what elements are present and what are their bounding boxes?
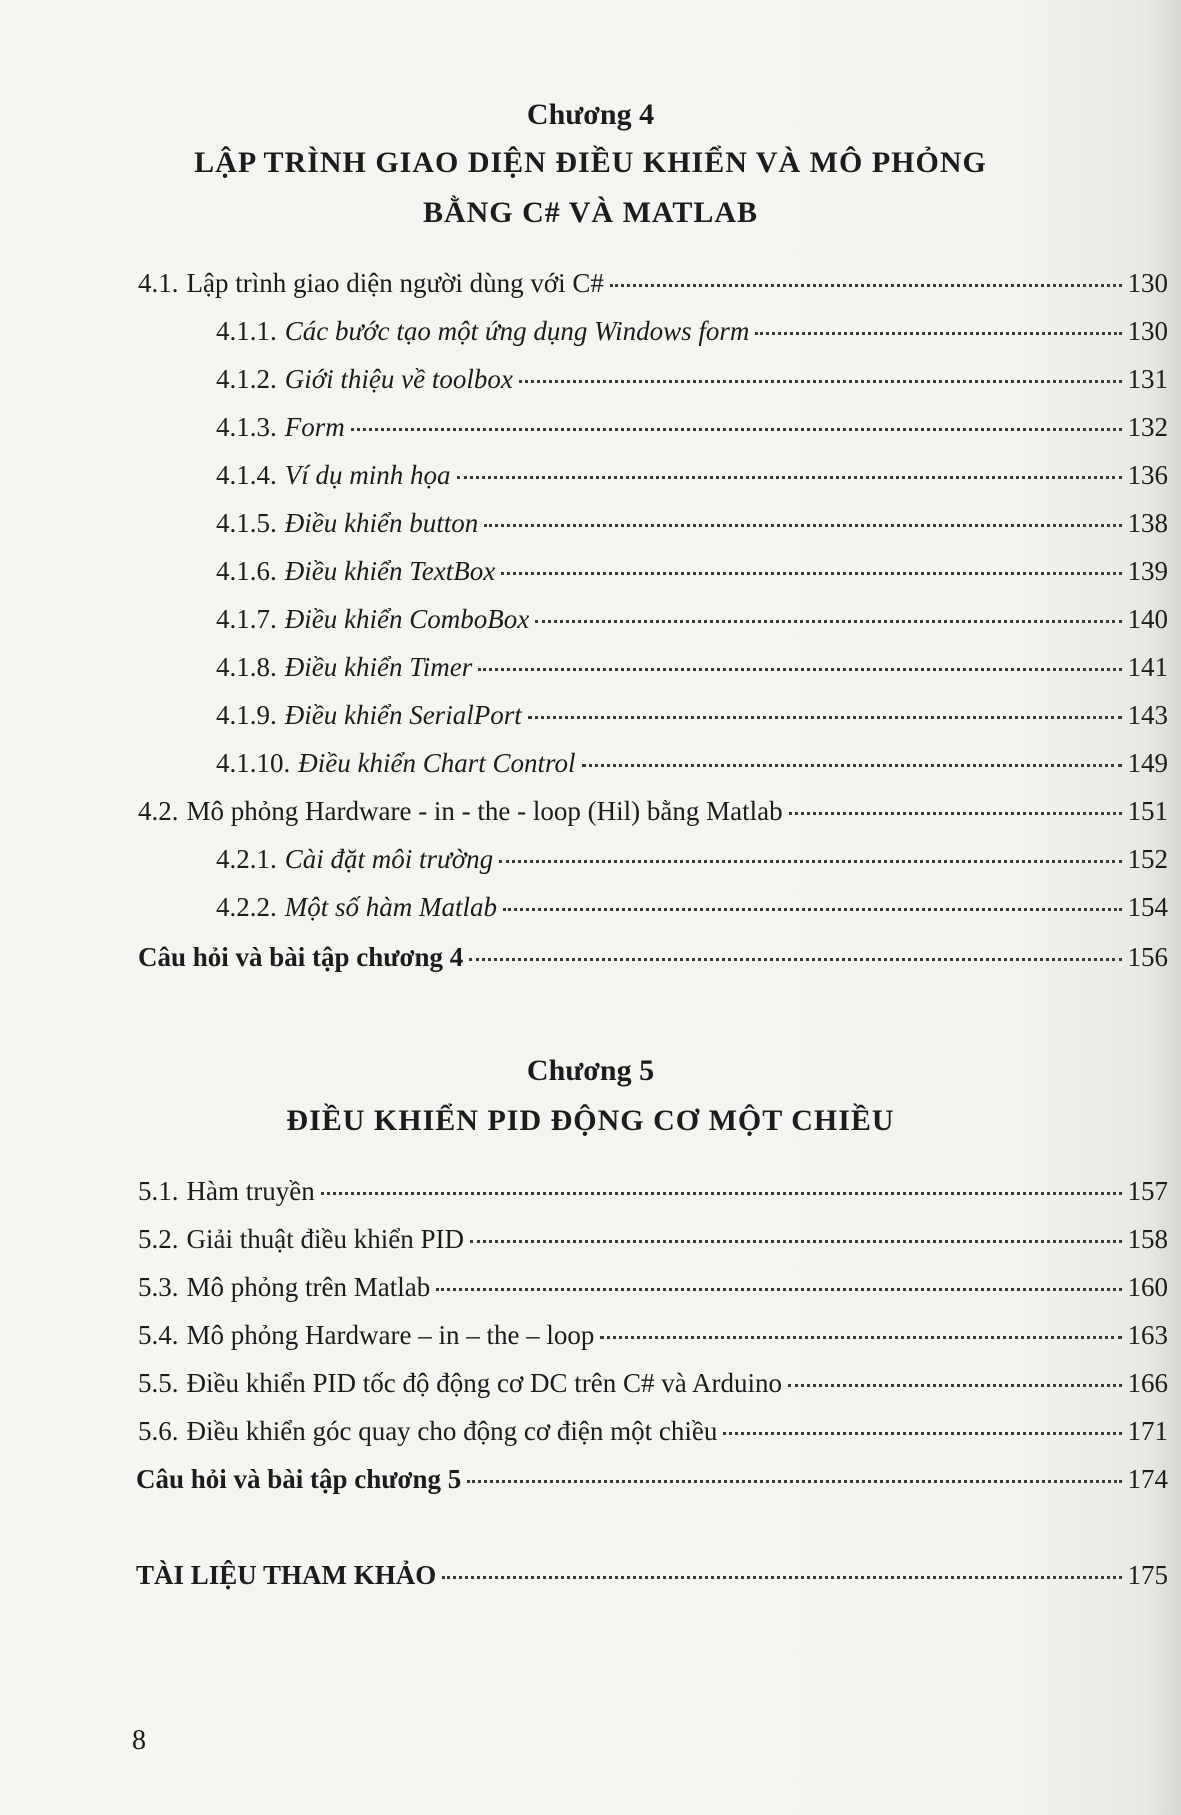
toc-entry-4-2-2[interactable] xyxy=(216,892,1168,926)
toc-entry-4-1-10[interactable] xyxy=(216,748,1168,782)
chapter-5-title: ĐIỀU KHIỂN PID ĐỘNG CƠ MỘT CHIỀU xyxy=(286,1104,895,1137)
toc-entry-text: Các bước tạo một ứng dụng Windows form xyxy=(284,316,750,346)
toc-entry-number: 4.1. xyxy=(138,268,179,298)
toc-entry-number: 4.1.9. xyxy=(216,700,277,730)
toc-entry-page: 141 xyxy=(1127,652,1168,682)
toc-entry-page: 175 xyxy=(1127,1560,1168,1590)
toc-entry-number: 4.2. xyxy=(138,796,179,826)
toc-entry-page: 154 xyxy=(1127,892,1168,922)
toc-entry-4-1-3[interactable] xyxy=(216,412,1168,446)
toc-entry-text: Câu hỏi và bài tập chương 4 xyxy=(138,942,464,972)
toc-entry-number: 4.1.1. xyxy=(216,316,277,346)
toc-entry-page: 143 xyxy=(1127,700,1168,730)
toc-entry-4-1-4[interactable] xyxy=(216,460,1168,494)
toc-entry-page: 157 xyxy=(1127,1176,1168,1206)
toc-entry-text: TÀI LIỆU THAM KHẢO xyxy=(136,1560,437,1590)
toc-entry-page: 158 xyxy=(1127,1224,1168,1254)
dot-leader xyxy=(442,1576,1121,1579)
dot-leader xyxy=(457,476,1122,479)
toc-entry-text: Điều khiển góc quay cho động cơ điện một chiều xyxy=(186,1416,718,1446)
toc-entry-number: 5.3. xyxy=(138,1272,179,1302)
toc-entry-4-1-6[interactable] xyxy=(216,556,1168,590)
toc-entry-text: Giải thuật điều khiển PID xyxy=(186,1224,464,1254)
chapter-4-title-line1: LẬP TRÌNH GIAO DIỆN ĐIỀU KHIỂN VÀ MÔ PHỎNG xyxy=(194,146,987,179)
toc-entry-number: 4.2.2. xyxy=(216,892,277,922)
toc-entry-page: 139 xyxy=(1127,556,1168,586)
toc-entry-4-1-9[interactable] xyxy=(216,700,1168,734)
toc-entry-text: Hàm truyền xyxy=(186,1176,315,1206)
toc-entry-4-2-1[interactable] xyxy=(216,844,1168,878)
dot-leader xyxy=(788,1384,1122,1387)
toc-entry-4-1-1[interactable] xyxy=(216,316,1168,350)
toc-entry-page: 163 xyxy=(1127,1320,1168,1350)
toc-entry-4-1-7[interactable] xyxy=(216,604,1168,638)
toc-entry-page: 151 xyxy=(1127,796,1168,826)
dot-leader xyxy=(436,1288,1121,1291)
toc-entry-text: Điều khiển button xyxy=(284,508,479,538)
page-number: 8 xyxy=(132,1725,146,1756)
dot-leader xyxy=(499,860,1121,863)
toc-entry-number: 4.1.7. xyxy=(216,604,277,634)
dot-leader xyxy=(610,284,1122,287)
toc-entry-text: Mô phỏng Hardware - in - the - loop (Hil) bằng Matlab xyxy=(186,796,783,826)
dot-leader xyxy=(789,812,1122,815)
toc-entry-text: Điều khiển ComboBox xyxy=(284,604,530,634)
toc-entry-page: 131 xyxy=(1127,364,1168,394)
chapter-4-title-line2: BẰNG C# VÀ MATLAB xyxy=(422,196,759,229)
chapter-5-label: Chương 5 xyxy=(526,1054,655,1087)
toc-entry-page: 138 xyxy=(1127,508,1168,538)
toc-entry-text: Điều khiển TextBox xyxy=(284,556,496,586)
toc-entry-page: 149 xyxy=(1127,748,1168,778)
toc-entry-5-6[interactable] xyxy=(138,1416,1168,1450)
toc-entry-page: 130 xyxy=(1127,316,1168,346)
toc-entry-5-1[interactable] xyxy=(138,1176,1168,1210)
toc-entry-number: 5.1. xyxy=(138,1176,179,1206)
toc-entry-5-5[interactable] xyxy=(138,1368,1168,1402)
dot-leader xyxy=(519,380,1122,383)
toc-entry-4-1-5[interactable] xyxy=(216,508,1168,542)
dot-leader xyxy=(582,764,1122,767)
toc-entry-text: Điều khiển SerialPort xyxy=(284,700,522,730)
toc-entry-number: 4.1.10. xyxy=(216,748,291,778)
toc-entry-number: 5.2. xyxy=(138,1224,179,1254)
toc-entry-page: 166 xyxy=(1127,1368,1168,1398)
dot-leader xyxy=(321,1192,1122,1195)
toc-entry-text: Cài đặt môi trường xyxy=(284,844,494,874)
dot-leader xyxy=(501,572,1121,575)
toc-entry-text: Giới thiệu về toolbox xyxy=(284,364,513,394)
toc-entry-text: Điều khiển PID tốc độ động cơ DC trên C# và Arduino xyxy=(186,1368,782,1398)
toc-entry-number: 4.1.2. xyxy=(216,364,277,394)
toc-entry-number: 5.4. xyxy=(138,1320,179,1350)
dot-leader xyxy=(469,958,1121,961)
toc-entry-text: Câu hỏi và bài tập chương 5 xyxy=(136,1464,462,1494)
toc-entry-5-2[interactable] xyxy=(138,1224,1168,1258)
toc-entry-5-4[interactable] xyxy=(138,1320,1168,1354)
toc-entry-references[interactable] xyxy=(136,1560,1168,1594)
dot-leader xyxy=(484,524,1121,527)
toc-entry-number: 4.1.3. xyxy=(216,412,277,442)
toc-entry-4-2[interactable] xyxy=(138,796,1168,830)
toc-entry-chapter-4-exercises[interactable] xyxy=(138,942,1168,976)
toc-entry-text: Một số hàm Matlab xyxy=(284,892,497,922)
toc-entry-page: 152 xyxy=(1127,844,1168,874)
dot-leader xyxy=(351,428,1122,431)
toc-entry-text: Mô phỏng trên Matlab xyxy=(186,1272,431,1302)
chapter-4-label: Chương 4 xyxy=(526,98,655,131)
toc-entry-number: 4.2.1. xyxy=(216,844,277,874)
toc-entry-page: 174 xyxy=(1127,1464,1168,1494)
dot-leader xyxy=(467,1480,1121,1483)
toc-entry-page: 171 xyxy=(1127,1416,1168,1446)
toc-entry-text: Điều khiển Chart Control xyxy=(298,748,576,778)
toc-entry-text: Form xyxy=(284,412,345,442)
toc-entry-page: 130 xyxy=(1127,268,1168,298)
toc-entry-chapter-5-exercises[interactable] xyxy=(136,1464,1168,1498)
toc-entry-text: Mô phỏng Hardware – in – the – loop xyxy=(186,1320,595,1350)
toc-entry-page: 132 xyxy=(1127,412,1168,442)
dot-leader xyxy=(528,716,1122,719)
toc-entry-number: 5.6. xyxy=(138,1416,179,1446)
dot-leader xyxy=(478,668,1121,671)
dot-leader xyxy=(470,1240,1122,1243)
toc-entry-page: 156 xyxy=(1127,942,1168,972)
toc-entry-4-1-8[interactable] xyxy=(216,652,1168,686)
dot-leader xyxy=(503,908,1122,911)
dot-leader xyxy=(723,1432,1121,1435)
dot-leader xyxy=(755,332,1121,335)
toc-entry-page: 160 xyxy=(1127,1272,1168,1302)
toc-entry-text: Ví dụ minh họa xyxy=(284,460,451,490)
dot-leader xyxy=(535,620,1121,623)
toc-entry-text: Điều khiển Timer xyxy=(284,652,473,682)
toc-entry-number: 4.1.4. xyxy=(216,460,277,490)
toc-entry-number: 5.5. xyxy=(138,1368,179,1398)
toc-entry-5-3[interactable] xyxy=(138,1272,1168,1306)
dot-leader xyxy=(600,1336,1121,1339)
toc-entry-number: 4.1.8. xyxy=(216,652,277,682)
toc-entry-page: 136 xyxy=(1127,460,1168,490)
toc-entry-text: Lập trình giao diện người dùng với C# xyxy=(186,268,604,298)
toc-entry-4-1[interactable] xyxy=(138,268,1168,302)
toc-entry-4-1-2[interactable] xyxy=(216,364,1168,398)
toc-entry-page: 140 xyxy=(1127,604,1168,634)
toc-entry-number: 4.1.5. xyxy=(216,508,277,538)
toc-entry-number: 4.1.6. xyxy=(216,556,277,586)
